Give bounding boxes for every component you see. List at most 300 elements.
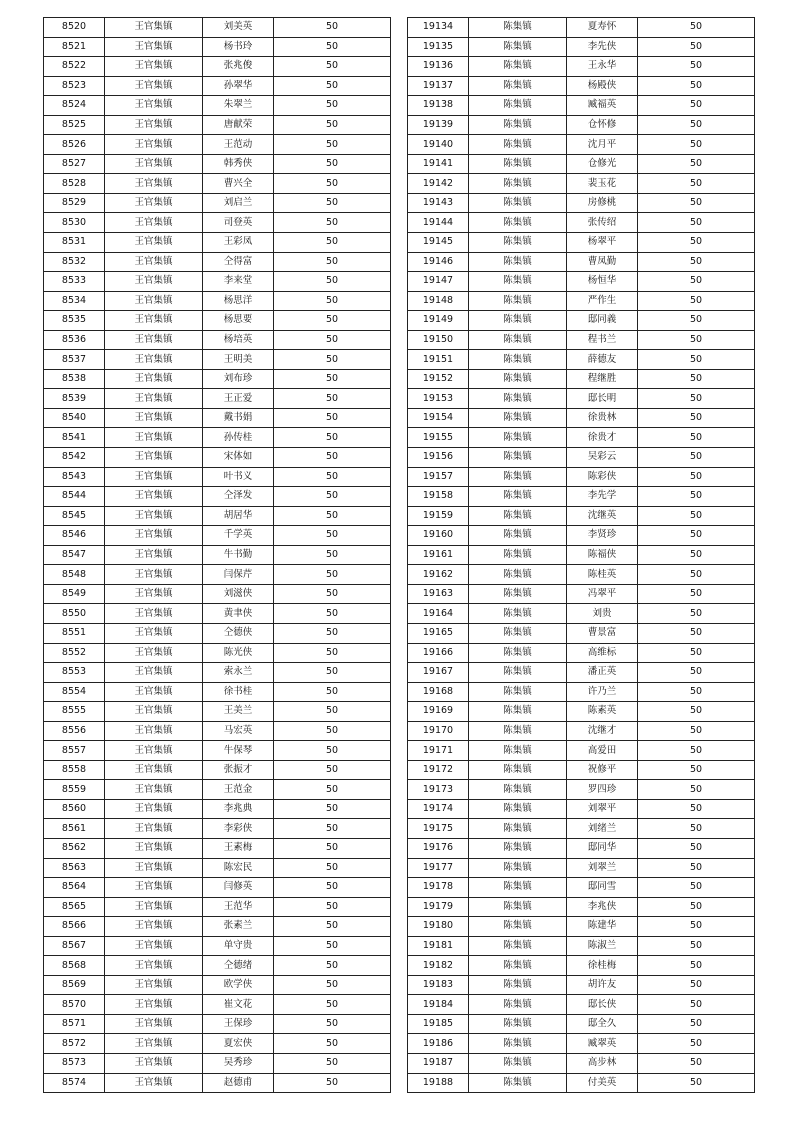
table-row	[44, 330, 391, 350]
record-number-cell: 19171	[408, 741, 469, 761]
record-number-cell: 19150	[408, 330, 469, 350]
name-cell: 马宏英	[203, 721, 274, 741]
record-number-cell: 19175	[408, 819, 469, 839]
record-number-cell: 8572	[44, 1034, 105, 1054]
amount-cell: 50	[638, 135, 755, 155]
table-row	[408, 57, 755, 77]
amount-cell: 50	[638, 858, 755, 878]
record-number-cell: 8527	[44, 154, 105, 174]
name-cell: 徐贵林	[567, 408, 638, 428]
table-row	[44, 584, 391, 604]
record-number-cell: 19145	[408, 233, 469, 253]
name-cell: 曹凤勤	[567, 252, 638, 272]
table-row	[44, 96, 391, 116]
record-number-cell: 8563	[44, 858, 105, 878]
name-cell: 李先学	[567, 487, 638, 507]
name-cell: 邸同義	[567, 311, 638, 331]
amount-cell: 50	[274, 272, 391, 292]
record-number-cell: 8547	[44, 545, 105, 565]
name-cell: 裴玉花	[567, 174, 638, 194]
town-cell: 陈集镇	[469, 799, 567, 819]
table-row	[44, 350, 391, 370]
name-cell: 沈继英	[567, 506, 638, 526]
table-row	[408, 76, 755, 96]
record-number-cell: 19168	[408, 682, 469, 702]
record-number-cell: 19176	[408, 838, 469, 858]
table-row	[408, 389, 755, 409]
town-cell: 陈集镇	[469, 37, 567, 57]
town-cell: 王官集镇	[105, 565, 203, 585]
record-number-cell: 8560	[44, 799, 105, 819]
amount-cell: 50	[274, 1034, 391, 1054]
name-cell: 王范金	[203, 780, 274, 800]
record-number-cell: 19159	[408, 506, 469, 526]
town-cell: 王官集镇	[105, 408, 203, 428]
name-cell: 李兆侠	[567, 897, 638, 917]
town-cell: 陈集镇	[469, 682, 567, 702]
record-number-cell: 19148	[408, 291, 469, 311]
record-number-cell: 19162	[408, 565, 469, 585]
name-cell: 房修桃	[567, 193, 638, 213]
town-cell: 陈集镇	[469, 311, 567, 331]
town-cell: 陈集镇	[469, 135, 567, 155]
record-number-cell: 8557	[44, 741, 105, 761]
right-roster-table	[407, 17, 755, 1093]
name-cell: 朱翠兰	[203, 96, 274, 116]
table-row	[44, 936, 391, 956]
table-row	[408, 721, 755, 741]
town-cell: 陈集镇	[469, 936, 567, 956]
record-number-cell: 19137	[408, 76, 469, 96]
town-cell: 王官集镇	[105, 897, 203, 917]
record-number-cell: 8565	[44, 897, 105, 917]
town-cell: 王官集镇	[105, 115, 203, 135]
name-cell: 孙翠华	[203, 76, 274, 96]
record-number-cell: 8531	[44, 233, 105, 253]
table-row	[44, 995, 391, 1015]
amount-cell: 50	[638, 760, 755, 780]
amount-cell: 50	[638, 975, 755, 995]
amount-cell: 50	[638, 936, 755, 956]
table-row	[408, 350, 755, 370]
amount-cell: 50	[274, 760, 391, 780]
amount-cell: 50	[638, 193, 755, 213]
name-cell: 陈素英	[567, 702, 638, 722]
name-cell: 仝得富	[203, 252, 274, 272]
record-number-cell: 8525	[44, 115, 105, 135]
amount-cell: 50	[274, 37, 391, 57]
record-number-cell: 19153	[408, 389, 469, 409]
name-cell: 吴秀珍	[203, 1053, 274, 1073]
table-row	[44, 18, 391, 38]
amount-cell: 50	[638, 741, 755, 761]
town-cell: 王官集镇	[105, 780, 203, 800]
name-cell: 张素兰	[203, 917, 274, 937]
amount-cell: 50	[274, 565, 391, 585]
town-cell: 陈集镇	[469, 584, 567, 604]
amount-cell: 50	[274, 702, 391, 722]
name-cell: 邸同雪	[567, 878, 638, 898]
name-cell: 杨殿侠	[567, 76, 638, 96]
amount-cell: 50	[274, 193, 391, 213]
town-cell: 王官集镇	[105, 448, 203, 468]
town-cell: 陈集镇	[469, 330, 567, 350]
amount-cell: 50	[638, 1053, 755, 1073]
amount-cell: 50	[274, 936, 391, 956]
town-cell: 王官集镇	[105, 252, 203, 272]
record-number-cell: 8540	[44, 408, 105, 428]
record-number-cell: 19154	[408, 408, 469, 428]
record-number-cell: 8538	[44, 369, 105, 389]
table-row	[44, 213, 391, 233]
town-cell: 陈集镇	[469, 702, 567, 722]
name-cell: 戴书娟	[203, 408, 274, 428]
table-row	[44, 780, 391, 800]
table-row	[408, 154, 755, 174]
town-cell: 陈集镇	[469, 428, 567, 448]
town-cell: 陈集镇	[469, 408, 567, 428]
name-cell: 杨培英	[203, 330, 274, 350]
table-row	[408, 858, 755, 878]
table-row	[408, 96, 755, 116]
amount-cell: 50	[638, 878, 755, 898]
name-cell: 王正爱	[203, 389, 274, 409]
name-cell: 胡许友	[567, 975, 638, 995]
town-cell: 陈集镇	[469, 487, 567, 507]
name-cell: 杨翠平	[567, 233, 638, 253]
record-number-cell: 8520	[44, 18, 105, 38]
name-cell: 李兆典	[203, 799, 274, 819]
table-row	[44, 1053, 391, 1073]
town-cell: 王官集镇	[105, 174, 203, 194]
amount-cell: 50	[274, 330, 391, 350]
record-number-cell: 8535	[44, 311, 105, 331]
name-cell: 高维标	[567, 643, 638, 663]
name-cell: 单守贵	[203, 936, 274, 956]
name-cell: 陈建华	[567, 917, 638, 937]
table-row	[408, 487, 755, 507]
town-cell: 王官集镇	[105, 1073, 203, 1093]
record-number-cell: 19183	[408, 975, 469, 995]
name-cell: 曹兴全	[203, 174, 274, 194]
amount-cell: 50	[274, 917, 391, 937]
name-cell: 王素梅	[203, 838, 274, 858]
table-row	[44, 741, 391, 761]
amount-cell: 50	[274, 623, 391, 643]
amount-cell: 50	[274, 57, 391, 77]
record-number-cell: 8556	[44, 721, 105, 741]
name-cell: 刘布珍	[203, 369, 274, 389]
name-cell: 刘绪兰	[567, 819, 638, 839]
amount-cell: 50	[638, 721, 755, 741]
record-number-cell: 8553	[44, 663, 105, 683]
amount-cell: 50	[274, 721, 391, 741]
table-row	[44, 1014, 391, 1034]
record-number-cell: 8564	[44, 878, 105, 898]
town-cell: 王官集镇	[105, 604, 203, 624]
town-cell: 陈集镇	[469, 643, 567, 663]
amount-cell: 50	[274, 174, 391, 194]
record-number-cell: 19142	[408, 174, 469, 194]
record-number-cell: 19172	[408, 760, 469, 780]
name-cell: 夏宏侠	[203, 1034, 274, 1054]
name-cell: 赵德甫	[203, 1073, 274, 1093]
town-cell: 陈集镇	[469, 57, 567, 77]
town-cell: 陈集镇	[469, 663, 567, 683]
town-cell: 陈集镇	[469, 741, 567, 761]
table-row	[44, 37, 391, 57]
table-row	[44, 1073, 391, 1093]
table-row	[408, 604, 755, 624]
town-cell: 王官集镇	[105, 917, 203, 937]
table-row	[44, 389, 391, 409]
name-cell: 王保珍	[203, 1014, 274, 1034]
table-row	[44, 545, 391, 565]
record-number-cell: 19140	[408, 135, 469, 155]
amount-cell: 50	[274, 76, 391, 96]
table-row	[408, 291, 755, 311]
amount-cell: 50	[274, 838, 391, 858]
table-row	[408, 682, 755, 702]
table-row	[44, 291, 391, 311]
name-cell: 李来堂	[203, 272, 274, 292]
amount-cell: 50	[274, 135, 391, 155]
town-cell: 陈集镇	[469, 995, 567, 1015]
name-cell: 邸全久	[567, 1014, 638, 1034]
town-cell: 王官集镇	[105, 428, 203, 448]
amount-cell: 50	[274, 1014, 391, 1034]
table-row	[44, 878, 391, 898]
name-cell: 闫保芹	[203, 565, 274, 585]
town-cell: 陈集镇	[469, 1073, 567, 1093]
record-number-cell: 19156	[408, 448, 469, 468]
name-cell: 闫修英	[203, 878, 274, 898]
town-cell: 陈集镇	[469, 76, 567, 96]
record-number-cell: 8571	[44, 1014, 105, 1034]
name-cell: 徐书桂	[203, 682, 274, 702]
amount-cell: 50	[638, 467, 755, 487]
name-cell: 张传绍	[567, 213, 638, 233]
record-number-cell: 8529	[44, 193, 105, 213]
name-cell: 邸长明	[567, 389, 638, 409]
name-cell: 王美兰	[203, 702, 274, 722]
table-row	[408, 760, 755, 780]
record-number-cell: 8530	[44, 213, 105, 233]
town-cell: 王官集镇	[105, 526, 203, 546]
record-number-cell: 8568	[44, 956, 105, 976]
record-number-cell: 19139	[408, 115, 469, 135]
name-cell: 杨思要	[203, 311, 274, 331]
record-number-cell: 8541	[44, 428, 105, 448]
record-number-cell: 19173	[408, 780, 469, 800]
table-row	[408, 975, 755, 995]
table-row	[408, 467, 755, 487]
record-number-cell: 19184	[408, 995, 469, 1015]
table-row	[408, 623, 755, 643]
name-cell: 付美英	[567, 1073, 638, 1093]
name-cell: 臧翠英	[567, 1034, 638, 1054]
table-row	[408, 936, 755, 956]
name-cell: 陈彩侠	[567, 467, 638, 487]
table-row	[408, 115, 755, 135]
record-number-cell: 19151	[408, 350, 469, 370]
table-row	[408, 663, 755, 683]
town-cell: 陈集镇	[469, 389, 567, 409]
record-number-cell: 8537	[44, 350, 105, 370]
amount-cell: 50	[274, 252, 391, 272]
record-number-cell: 19181	[408, 936, 469, 956]
town-cell: 陈集镇	[469, 1053, 567, 1073]
amount-cell: 50	[638, 819, 755, 839]
amount-cell: 50	[274, 663, 391, 683]
table-row	[408, 819, 755, 839]
record-number-cell: 8522	[44, 57, 105, 77]
town-cell: 王官集镇	[105, 37, 203, 57]
amount-cell: 50	[638, 838, 755, 858]
table-row	[408, 545, 755, 565]
town-cell: 陈集镇	[469, 506, 567, 526]
amount-cell: 50	[638, 623, 755, 643]
amount-cell: 50	[638, 565, 755, 585]
record-number-cell: 8542	[44, 448, 105, 468]
town-cell: 陈集镇	[469, 819, 567, 839]
amount-cell: 50	[638, 799, 755, 819]
amount-cell: 50	[274, 389, 391, 409]
town-cell: 王官集镇	[105, 623, 203, 643]
amount-cell: 50	[638, 956, 755, 976]
name-cell: 陈福侠	[567, 545, 638, 565]
table-row	[408, 330, 755, 350]
table-row	[408, 18, 755, 38]
record-number-cell: 8539	[44, 389, 105, 409]
name-cell: 沈继才	[567, 721, 638, 741]
record-number-cell: 8569	[44, 975, 105, 995]
town-cell: 陈集镇	[469, 526, 567, 546]
amount-cell: 50	[638, 682, 755, 702]
left-roster-table	[43, 17, 391, 1093]
town-cell: 陈集镇	[469, 448, 567, 468]
name-cell: 杨思洋	[203, 291, 274, 311]
table-row	[408, 448, 755, 468]
record-number-cell: 19135	[408, 37, 469, 57]
amount-cell: 50	[274, 369, 391, 389]
amount-cell: 50	[274, 233, 391, 253]
amount-cell: 50	[274, 897, 391, 917]
town-cell: 陈集镇	[469, 154, 567, 174]
table-row	[44, 467, 391, 487]
record-number-cell: 19177	[408, 858, 469, 878]
amount-cell: 50	[274, 526, 391, 546]
town-cell: 陈集镇	[469, 350, 567, 370]
amount-cell: 50	[638, 780, 755, 800]
town-cell: 王官集镇	[105, 487, 203, 507]
town-cell: 陈集镇	[469, 193, 567, 213]
table-row	[44, 135, 391, 155]
town-cell: 王官集镇	[105, 741, 203, 761]
name-cell: 仓修光	[567, 154, 638, 174]
table-row	[44, 369, 391, 389]
record-number-cell: 19143	[408, 193, 469, 213]
name-cell: 胡居华	[203, 506, 274, 526]
table-row	[44, 682, 391, 702]
record-number-cell: 8562	[44, 838, 105, 858]
name-cell: 陈淑兰	[567, 936, 638, 956]
table-row	[408, 526, 755, 546]
town-cell: 陈集镇	[469, 272, 567, 292]
amount-cell: 50	[638, 1073, 755, 1093]
record-number-cell: 8534	[44, 291, 105, 311]
name-cell: 牛保琴	[203, 741, 274, 761]
name-cell: 韩秀侠	[203, 154, 274, 174]
town-cell: 王官集镇	[105, 311, 203, 331]
amount-cell: 50	[274, 858, 391, 878]
record-number-cell: 19134	[408, 18, 469, 38]
town-cell: 王官集镇	[105, 154, 203, 174]
table-row	[408, 643, 755, 663]
record-number-cell: 19179	[408, 897, 469, 917]
table-row	[44, 487, 391, 507]
town-cell: 王官集镇	[105, 838, 203, 858]
table-row	[408, 428, 755, 448]
amount-cell: 50	[638, 897, 755, 917]
amount-cell: 50	[274, 545, 391, 565]
town-cell: 王官集镇	[105, 995, 203, 1015]
town-cell: 王官集镇	[105, 663, 203, 683]
amount-cell: 50	[274, 115, 391, 135]
table-row	[408, 408, 755, 428]
record-number-cell: 19163	[408, 584, 469, 604]
right-roster-body	[408, 18, 755, 1093]
table-row	[408, 799, 755, 819]
town-cell: 陈集镇	[469, 878, 567, 898]
table-row	[44, 526, 391, 546]
amount-cell: 50	[638, 917, 755, 937]
name-cell: 孙传桂	[203, 428, 274, 448]
record-number-cell: 8570	[44, 995, 105, 1015]
table-row	[408, 233, 755, 253]
amount-cell: 50	[638, 18, 755, 38]
amount-cell: 50	[274, 604, 391, 624]
table-row	[44, 623, 391, 643]
town-cell: 王官集镇	[105, 467, 203, 487]
record-number-cell: 8551	[44, 623, 105, 643]
name-cell: 刘翠兰	[567, 858, 638, 878]
table-row	[408, 1034, 755, 1054]
amount-cell: 50	[274, 18, 391, 38]
name-cell: 薛德友	[567, 350, 638, 370]
amount-cell: 50	[274, 350, 391, 370]
record-number-cell: 8566	[44, 917, 105, 937]
record-number-cell: 19144	[408, 213, 469, 233]
town-cell: 王官集镇	[105, 878, 203, 898]
name-cell: 李先侠	[567, 37, 638, 57]
table-row	[408, 956, 755, 976]
record-number-cell: 8528	[44, 174, 105, 194]
table-row	[408, 1073, 755, 1093]
town-cell: 王官集镇	[105, 135, 203, 155]
amount-cell: 50	[638, 526, 755, 546]
table-row	[44, 76, 391, 96]
town-cell: 陈集镇	[469, 780, 567, 800]
record-number-cell: 19136	[408, 57, 469, 77]
amount-cell: 50	[638, 174, 755, 194]
town-cell: 陈集镇	[469, 721, 567, 741]
name-cell: 邸长侠	[567, 995, 638, 1015]
table-row	[44, 115, 391, 135]
table-row	[408, 897, 755, 917]
amount-cell: 50	[274, 819, 391, 839]
town-cell: 王官集镇	[105, 76, 203, 96]
